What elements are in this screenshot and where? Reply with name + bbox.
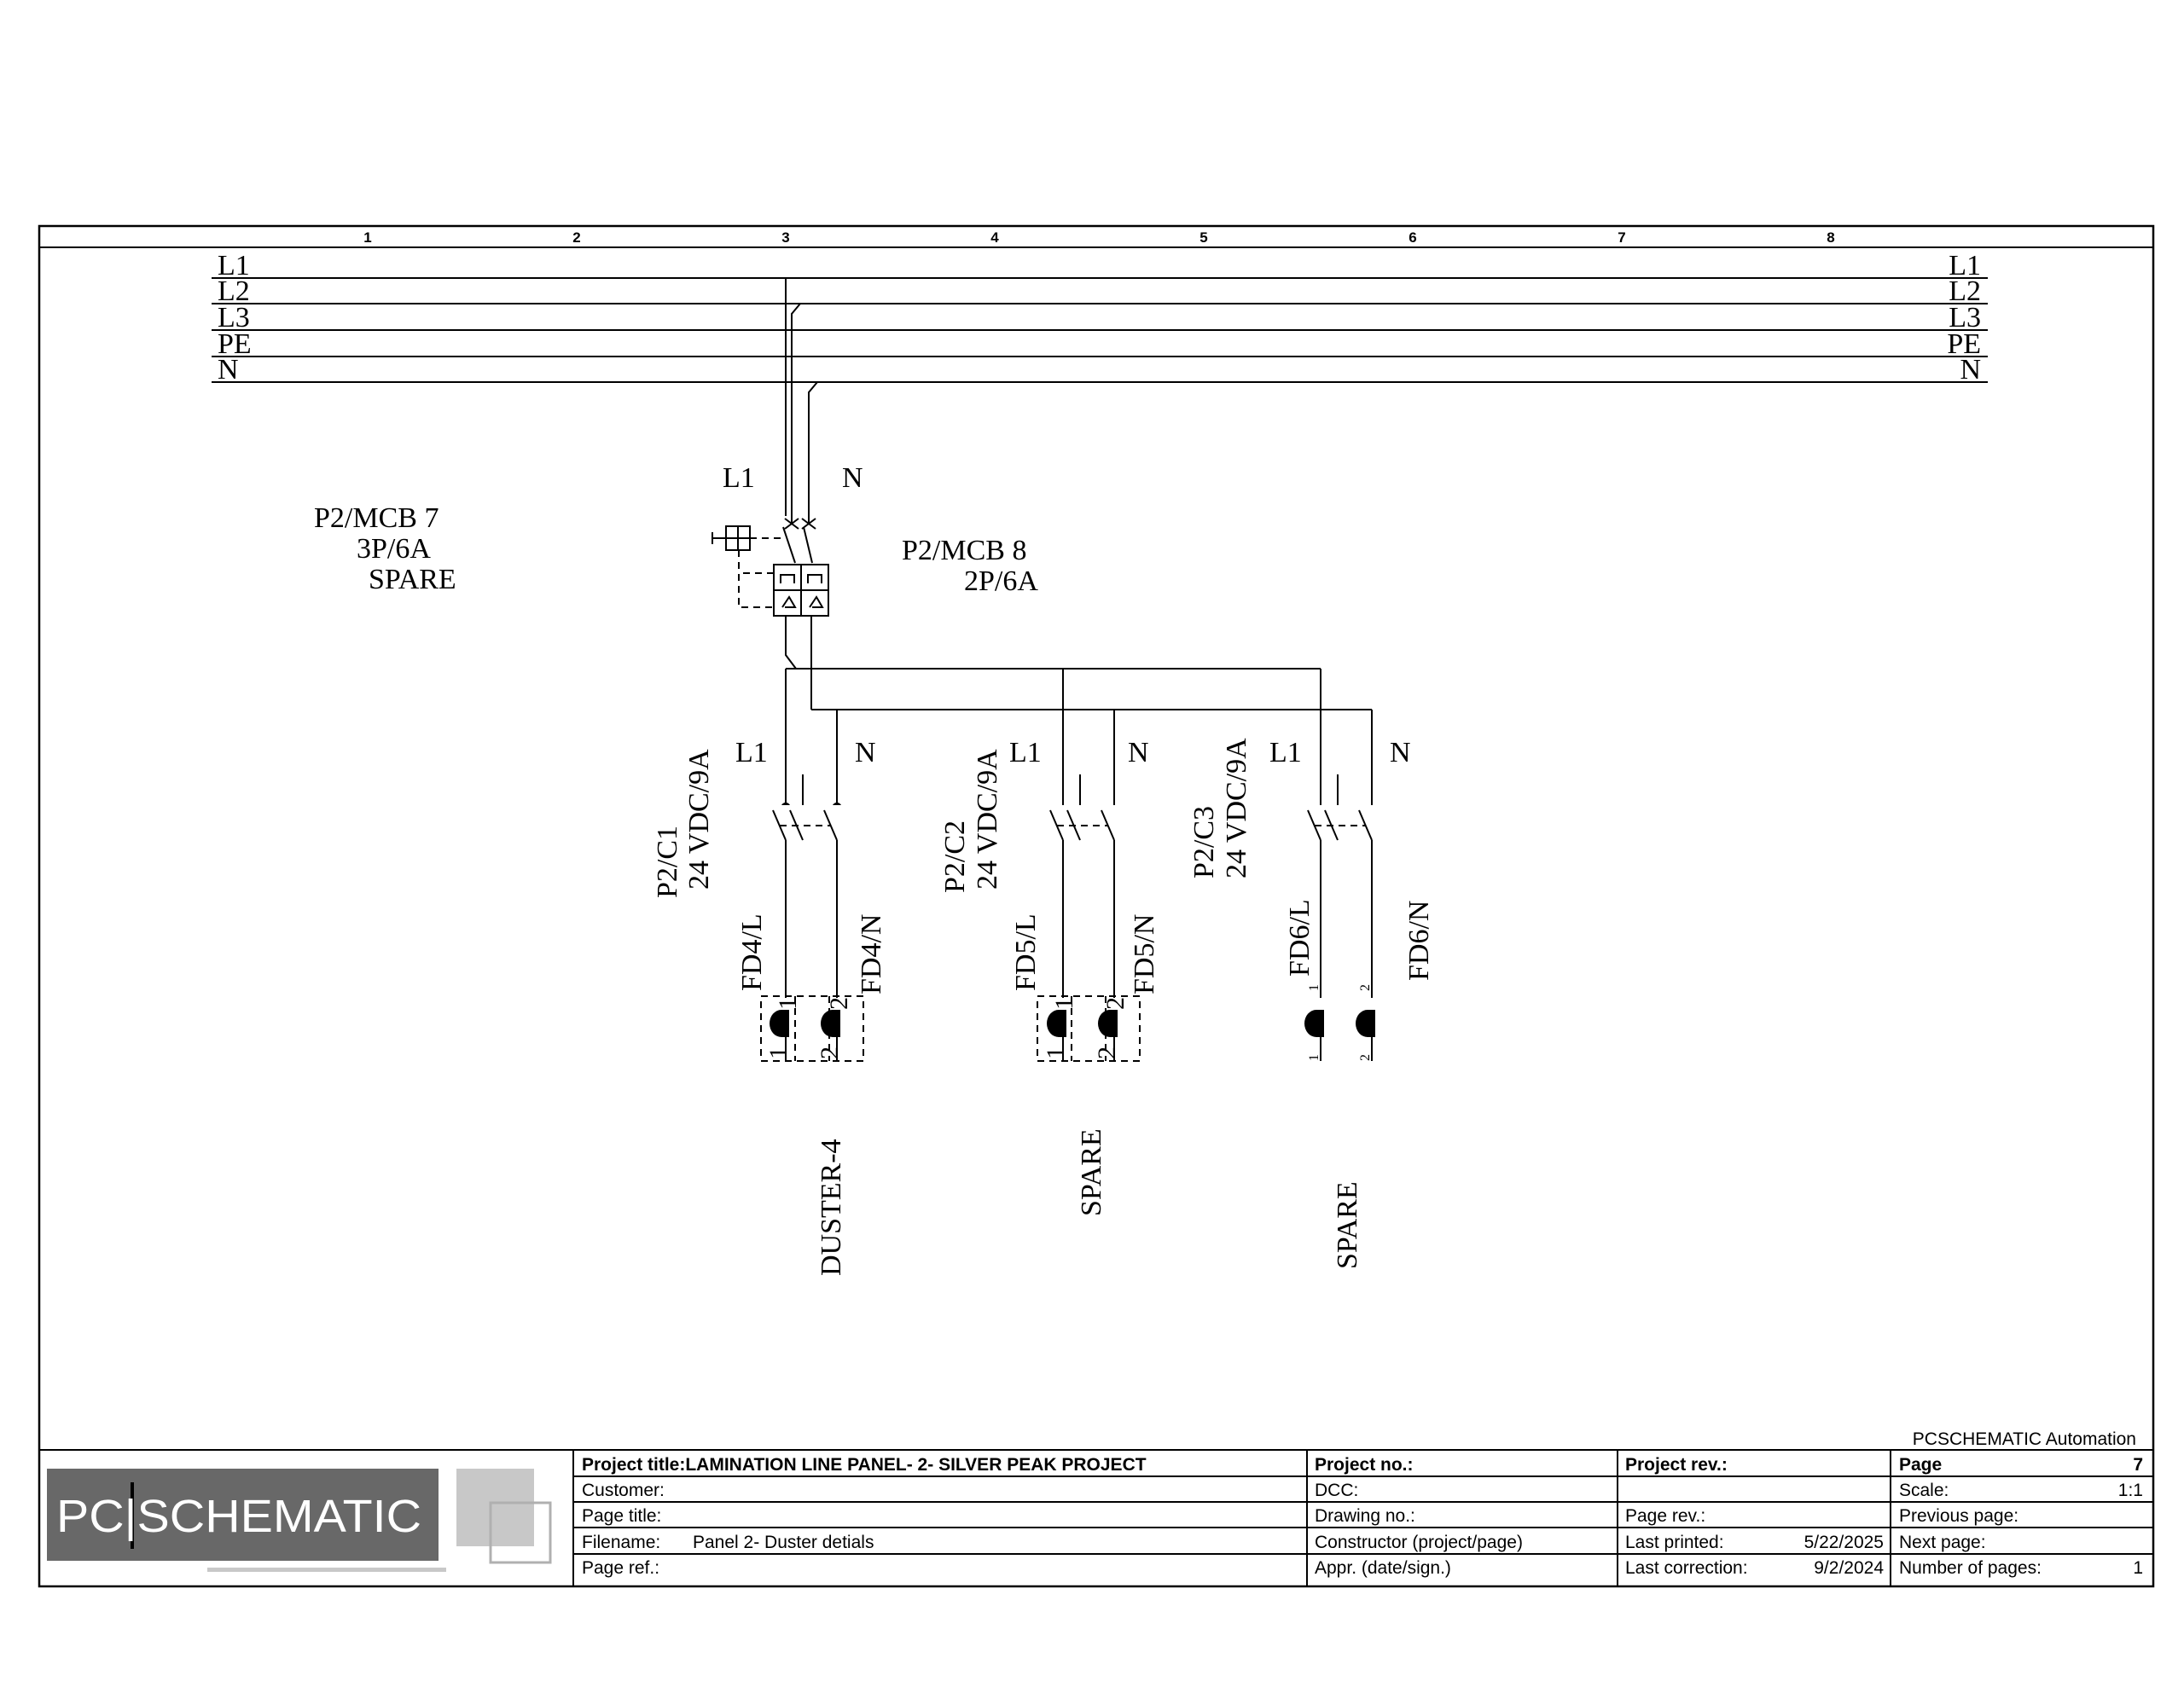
pin-fd6-2: 2: [1358, 984, 1373, 991]
page-ref-label: Page ref.:: [582, 1558, 660, 1578]
mcb7-name: P2/MCB 7: [314, 502, 439, 534]
svg-text:PC|SCHEMATIC: PC|SCHEMATIC: [56, 1491, 422, 1542]
mcb8-n-label: N: [842, 462, 863, 494]
grid-col-3: 3: [781, 229, 790, 246]
scale-value: 1:1: [2117, 1481, 2143, 1500]
wire-fd5-l: FD5/L: [1010, 913, 1042, 991]
contactor-1-n-label: N: [855, 737, 876, 768]
wire-fd6-n: FD6/N: [1403, 900, 1435, 981]
project-rev-label: Project rev.:: [1625, 1455, 1728, 1475]
bus-label-n-right: N: [1960, 354, 1981, 386]
pin-fd6-1: 1: [1307, 984, 1321, 991]
page-value: 7: [2133, 1455, 2143, 1475]
grid-col-5: 5: [1199, 229, 1208, 246]
pin-fd4-2-bottom: 2: [816, 1046, 844, 1059]
last-correction-label: Last correction:: [1625, 1558, 1748, 1578]
pin-fd5-2-bottom: 2: [1093, 1046, 1121, 1059]
busbar-lines: [212, 278, 1988, 382]
load-duster-4: DUSTER-4: [816, 1139, 847, 1276]
dcc-label: DCC:: [1315, 1481, 1359, 1500]
terminal-plug-fd6: [1304, 1010, 1375, 1061]
pc-schematic-logo: [47, 1469, 550, 1572]
contactor-3-n-label: N: [1390, 737, 1411, 768]
scale-label: Scale:: [1899, 1481, 1949, 1500]
contactor-3-l1-label: L1: [1269, 737, 1302, 768]
wire-fd5-n: FD5/N: [1129, 913, 1160, 994]
bus-label-l1-right: L1: [1949, 250, 1981, 281]
bus-label-pe-right: PE: [1947, 328, 1981, 360]
contactor-2-l1-label: L1: [1009, 737, 1042, 768]
previous-page-label: Previous page:: [1899, 1506, 2019, 1526]
pin-fd5-2: 2: [1101, 997, 1130, 1010]
next-page-label: Next page:: [1899, 1533, 1986, 1552]
bus-label-n-left: N: [218, 354, 239, 386]
grid-col-1: 1: [363, 229, 372, 246]
filename-value: Panel 2- Duster detials: [693, 1533, 874, 1552]
page-title-label: Page title:: [582, 1506, 662, 1526]
contactor-1-l1-label: L1: [735, 737, 768, 768]
wire-fd6-l: FD6/L: [1284, 899, 1316, 977]
project-title-label: Project title:: [582, 1455, 686, 1475]
mcb8-l1-label: L1: [723, 462, 755, 494]
load-spare-1: SPARE: [1076, 1128, 1107, 1216]
contactor-3-rating: 24 VDC/9A: [1221, 738, 1252, 878]
contactor-group-1: [773, 669, 841, 998]
contactor-2-name: P2/C2: [939, 820, 971, 893]
bus-label-pe-left: PE: [218, 328, 252, 360]
number-of-pages-value: 1: [2133, 1558, 2143, 1578]
vendor-label: PCSCHEMATIC Automation: [1912, 1429, 2136, 1449]
pin-fd5-1-bottom: 1: [1042, 1046, 1070, 1059]
project-no-label: Project no.:: [1315, 1455, 1414, 1475]
contactor-1-name: P2/C1: [652, 825, 683, 898]
constructor-label: Constructor (project/page): [1315, 1533, 1523, 1552]
drawing-no-label: Drawing no.:: [1315, 1506, 1415, 1526]
contactor-1-rating: 24 VDC/9A: [683, 749, 715, 890]
project-title-value: LAMINATION LINE PANEL- 2- SILVER PEAK PROJECT: [685, 1455, 1147, 1475]
mcb8-breaker: [712, 278, 828, 710]
last-printed-value: 5/22/2025: [1804, 1533, 1884, 1552]
mcb8-name: P2/MCB 8: [902, 535, 1027, 566]
contactor-group-2: [1050, 669, 1114, 998]
grid-col-6: 6: [1409, 229, 1417, 246]
contactor-2-n-label: N: [1128, 737, 1149, 768]
mcb7-rating: 3P/6A: [357, 533, 431, 565]
customer-label: Customer:: [582, 1481, 665, 1500]
last-printed-label: Last printed:: [1625, 1533, 1724, 1552]
bus-label-l3-left: L3: [218, 302, 250, 333]
contactor-2-rating: 24 VDC/9A: [972, 749, 1003, 890]
drawing-frame: [39, 226, 2153, 1586]
mcb7-note: SPARE: [369, 564, 456, 595]
filename-label: Filename:: [582, 1533, 661, 1552]
pin-fd4-1: 1: [774, 997, 802, 1010]
pin-fd6-2-bottom: 2: [1358, 1054, 1373, 1061]
wire-fd4-l: FD4/L: [736, 913, 768, 991]
pin-fd4-1-bottom: 1: [764, 1046, 793, 1059]
grid-col-2: 2: [572, 229, 581, 246]
svg-text:Project title:LAMINATION LINE: [582, 1455, 1147, 1475]
load-spare-2: SPARE: [1332, 1181, 1363, 1269]
grid-col-7: 7: [1618, 229, 1626, 246]
mcb8-rating: 2P/6A: [964, 565, 1038, 597]
pin-fd6-1-bottom: 1: [1307, 1054, 1321, 1061]
grid-col-4: 4: [990, 229, 999, 246]
page-rev-label: Page rev.:: [1625, 1506, 1706, 1526]
pin-fd5-1: 1: [1050, 997, 1078, 1010]
appr-label: Appr. (date/sign.): [1315, 1558, 1451, 1578]
grid-col-8: 8: [1827, 229, 1835, 246]
pin-fd4-2: 2: [825, 997, 853, 1010]
number-of-pages-label: Number of pages:: [1899, 1558, 2042, 1578]
bus-label-l2-right: L2: [1949, 275, 1981, 307]
bus-label-l3-right: L3: [1949, 302, 1981, 333]
bus-label-l2-left: L2: [218, 275, 250, 307]
contactor-3-name: P2/C3: [1188, 805, 1220, 878]
bus-label-l1-left: L1: [218, 250, 250, 281]
page-label: Page: [1899, 1455, 1943, 1475]
wire-fd4-n: FD4/N: [856, 913, 887, 994]
last-correction-value: 9/2/2024: [1814, 1558, 1884, 1578]
contactor-group-3: [1308, 774, 1372, 998]
